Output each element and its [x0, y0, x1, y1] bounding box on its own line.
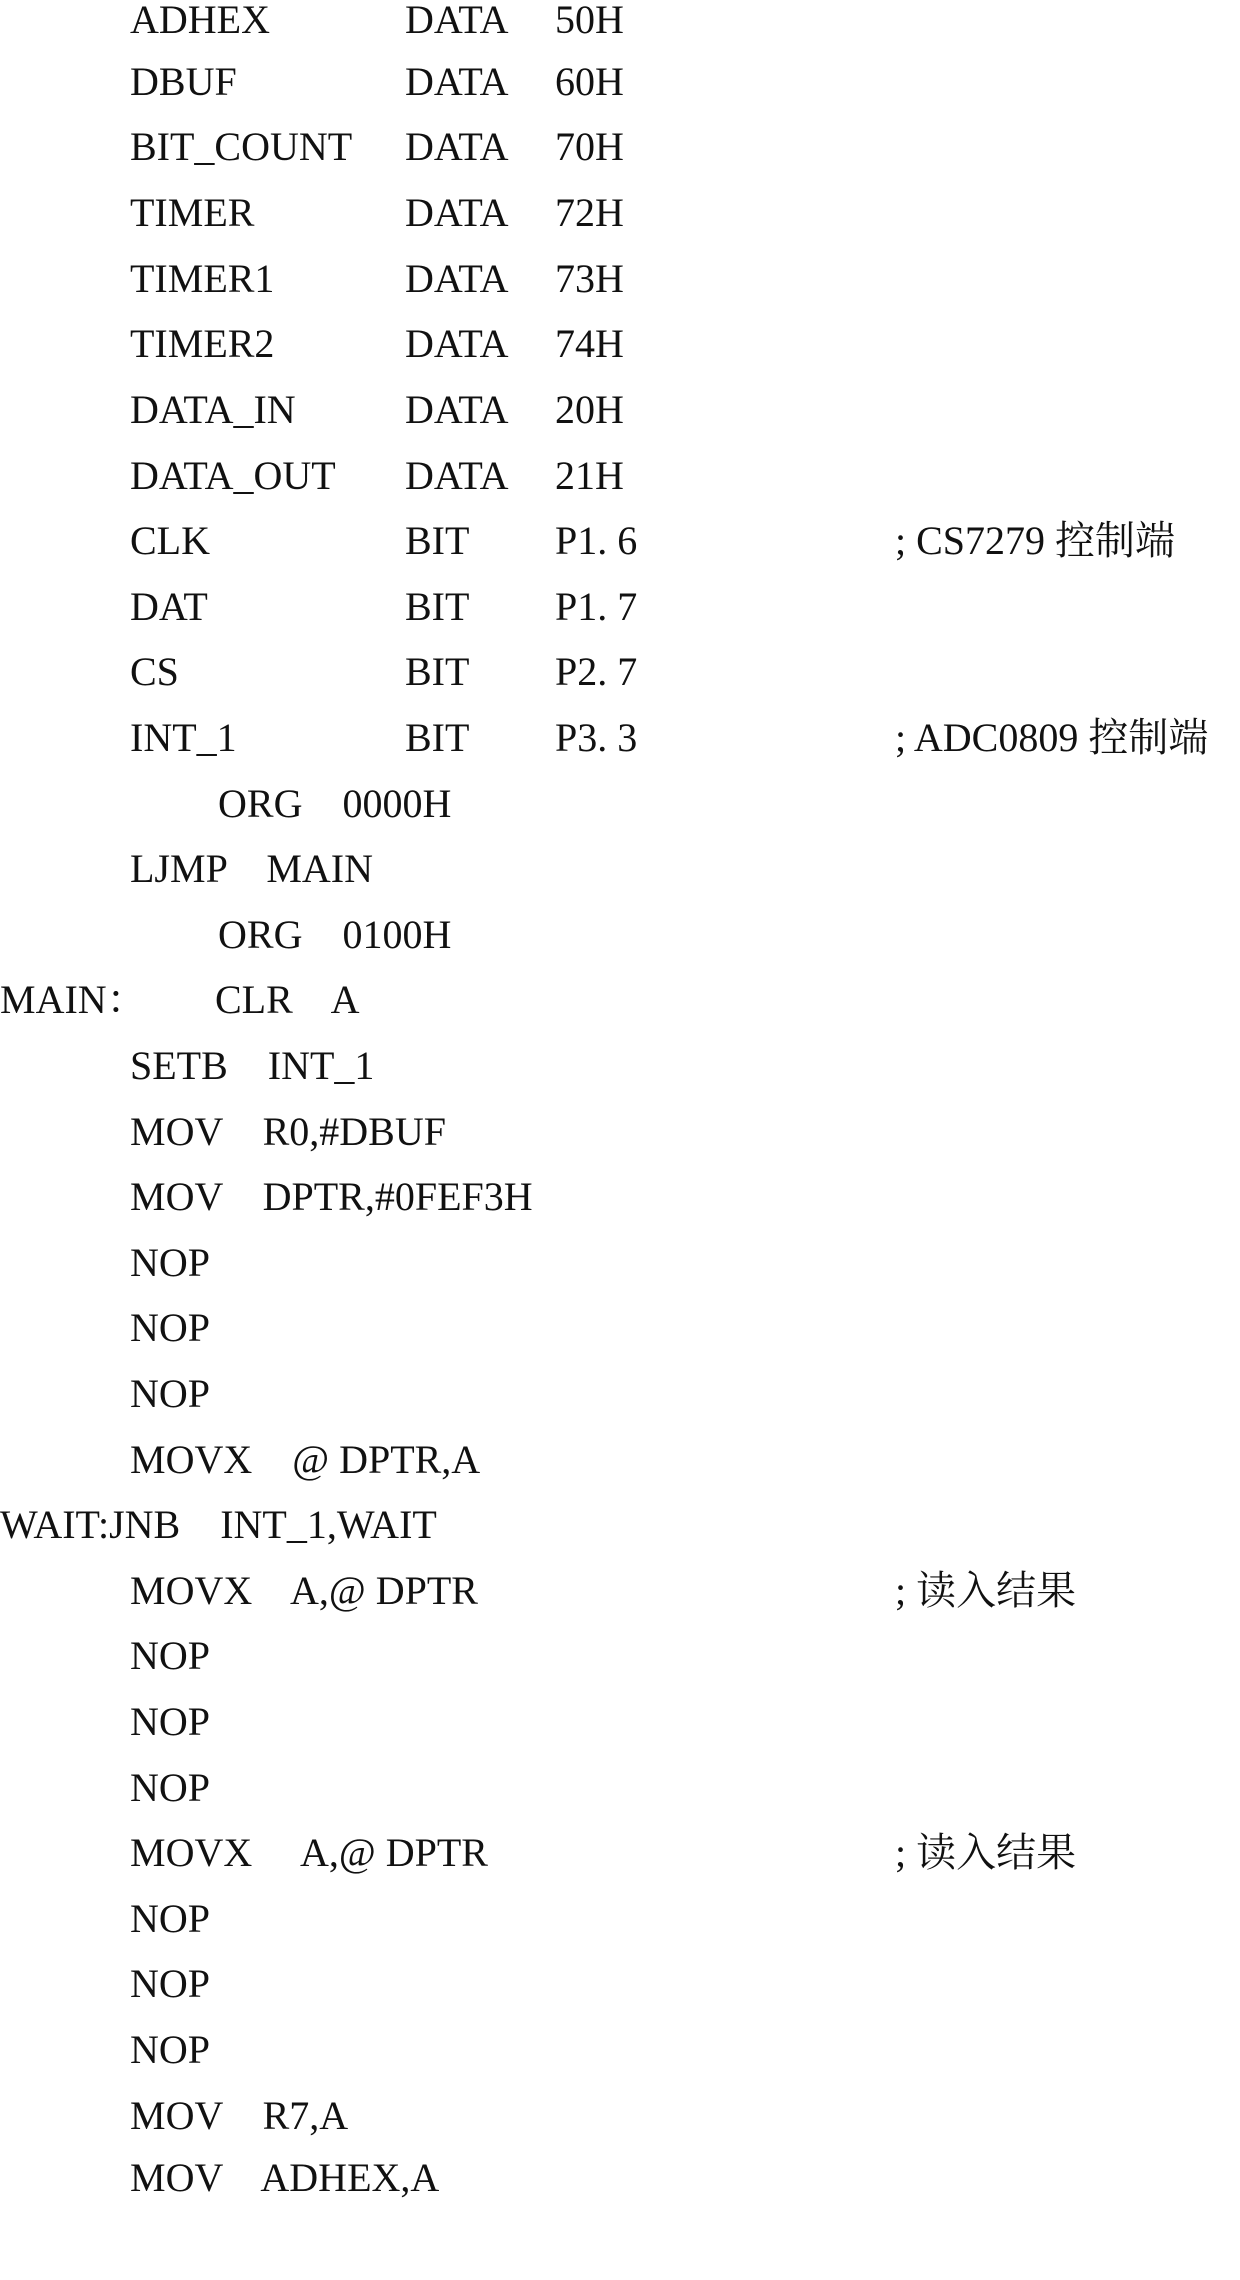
instruction: MOV R0,#DBUF — [130, 1109, 446, 1154]
code-line — [0, 1896, 1240, 1965]
symbol-name: DBUF — [130, 59, 237, 104]
code-label: MAIN： — [0, 977, 147, 1022]
code-line — [0, 1765, 1240, 1834]
instruction: NOP — [130, 1896, 211, 1941]
directive: DATA — [405, 256, 509, 301]
code-line — [0, 59, 1240, 128]
code-line — [0, 912, 1240, 981]
code-line — [0, 781, 1240, 850]
code-line — [0, 1371, 1240, 1440]
code-label: WAIT:JNB INT_1,WAIT — [0, 1502, 437, 1547]
address-value: 60H — [555, 59, 624, 104]
code-comment: ; 读入结果 — [895, 1830, 1077, 1875]
port-pin: P2. 7 — [555, 649, 638, 694]
code-line — [0, 518, 1240, 587]
directive: BIT — [405, 518, 470, 563]
symbol-name: CLK — [130, 518, 210, 563]
code-line — [0, 2093, 1240, 2162]
instruction: SETB INT_1 — [130, 1043, 375, 1088]
address-value: 20H — [555, 387, 624, 432]
directive: BIT — [405, 715, 470, 760]
instruction: ORG 0100H — [218, 912, 452, 957]
code-line — [0, 1568, 1240, 1637]
symbol-name: DAT — [130, 584, 208, 629]
code-line — [0, 846, 1240, 915]
symbol-name: CS — [130, 649, 179, 694]
code-line — [0, 1699, 1240, 1768]
directive: DATA — [405, 321, 509, 366]
instruction: LJMP MAIN — [130, 846, 373, 891]
code-line — [0, 1830, 1240, 1899]
symbol-name: TIMER — [130, 190, 255, 235]
address-value: 73H — [555, 256, 624, 301]
directive: BIT — [405, 584, 470, 629]
directive: DATA — [405, 453, 509, 498]
directive: DATA — [405, 124, 509, 169]
symbol-name: DATA_OUT — [130, 453, 336, 498]
code-line — [0, 387, 1240, 456]
code-line — [0, 1043, 1240, 1112]
code-line — [0, 649, 1240, 718]
code-comment: ; ADC0809 控制端 — [895, 715, 1209, 760]
code-line — [0, 1633, 1240, 1702]
instruction: NOP — [130, 1371, 211, 1416]
address-value: 21H — [555, 453, 624, 498]
instruction: MOV DPTR,#0FEF3H — [130, 1174, 533, 1219]
code-line — [0, 453, 1240, 522]
code-comment: ; CS7279 控制端 — [895, 518, 1176, 563]
instruction: NOP — [130, 1305, 211, 1350]
directive: DATA — [405, 0, 509, 42]
code-line — [0, 977, 1240, 1046]
code-line — [0, 321, 1240, 390]
instruction: NOP — [130, 1240, 211, 1285]
directive: DATA — [405, 190, 509, 235]
instruction: MOVX A,@ DPTR — [130, 1568, 478, 1613]
code-line — [0, 584, 1240, 653]
code-line — [0, 0, 1240, 66]
instruction: NOP — [130, 1699, 211, 1744]
address-value: 70H — [555, 124, 624, 169]
port-pin: P3. 3 — [555, 715, 638, 760]
directive: DATA — [405, 387, 509, 432]
port-pin: P1. 7 — [555, 584, 638, 629]
port-pin: P1. 6 — [555, 518, 638, 563]
instruction: MOV ADHEX,A — [130, 2155, 440, 2200]
code-line — [0, 1961, 1240, 2030]
instruction: MOVX @ DPTR,A — [130, 1437, 481, 1482]
instruction: CLR A — [215, 977, 360, 1022]
instruction: ORG 0000H — [218, 781, 452, 826]
symbol-name: ADHEX — [130, 0, 270, 42]
directive: DATA — [405, 59, 509, 104]
instruction: MOV R7,A — [130, 2093, 349, 2138]
address-value: 50H — [555, 0, 624, 42]
instruction: NOP — [130, 2027, 211, 2072]
instruction: NOP — [130, 1633, 211, 1678]
code-line — [0, 190, 1240, 259]
symbol-name: DATA_IN — [130, 387, 296, 432]
address-value: 74H — [555, 321, 624, 366]
code-line — [0, 715, 1240, 784]
directive: BIT — [405, 649, 470, 694]
instruction: NOP — [130, 1961, 211, 2006]
symbol-name: TIMER1 — [130, 256, 275, 301]
code-line — [0, 1174, 1240, 1243]
code-line — [0, 1305, 1240, 1374]
symbol-name: TIMER2 — [130, 321, 275, 366]
code-line — [0, 1240, 1240, 1309]
instruction: MOVX A,@ DPTR — [130, 1830, 488, 1875]
code-line — [0, 2027, 1240, 2096]
address-value: 72H — [555, 190, 624, 235]
code-comment: ; 读入结果 — [895, 1568, 1077, 1613]
symbol-name: BIT_COUNT — [130, 124, 353, 169]
code-line — [0, 1502, 1240, 1571]
instruction: NOP — [130, 1765, 211, 1810]
code-line — [0, 2155, 1240, 2224]
code-line — [0, 124, 1240, 193]
code-line — [0, 1109, 1240, 1178]
code-line — [0, 256, 1240, 325]
symbol-name: INT_1 — [130, 715, 237, 760]
code-line — [0, 1437, 1240, 1506]
